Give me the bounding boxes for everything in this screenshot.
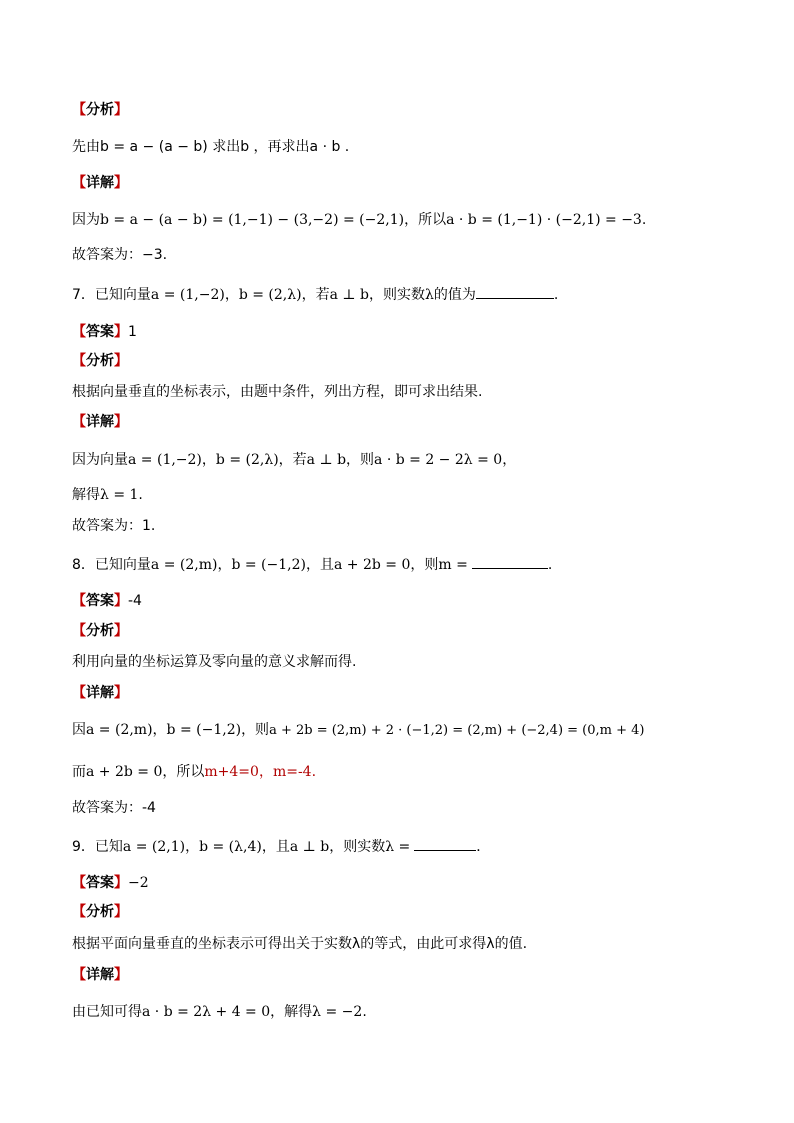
question-number: 9．已知 xyxy=(72,839,123,855)
q7-stem xyxy=(72,284,558,304)
math-expression: a = (2,m) xyxy=(86,722,153,738)
text-fragment: ． xyxy=(476,839,491,855)
math-expression: λ = 1 xyxy=(100,487,139,503)
math-expression: λ = −2 xyxy=(312,1004,363,1020)
q8-conclusion xyxy=(72,799,156,817)
question-number: 7．已知向量 xyxy=(72,287,151,303)
bracket-open: 【 xyxy=(72,685,86,701)
math-expression: b = (2,λ) xyxy=(215,452,279,468)
heading-label: 详解 xyxy=(86,175,114,191)
detail-heading xyxy=(72,966,128,984)
text-fragment: 因为向量 xyxy=(72,452,128,468)
bracket-open: 【 xyxy=(72,414,86,430)
math-expression: a + 2b = 0 xyxy=(86,764,163,780)
detail-heading xyxy=(72,174,128,192)
math-expression: λ xyxy=(424,287,434,303)
text-fragment: ， xyxy=(185,839,200,855)
text-fragment: ，且 xyxy=(305,557,334,573)
answer-line xyxy=(72,874,149,892)
heading-label: 分析 xyxy=(86,102,114,118)
math-expression: a = (2,1) xyxy=(122,839,186,855)
q9-stem xyxy=(72,836,490,856)
text-fragment: ，若 xyxy=(278,452,307,468)
analysis-heading xyxy=(72,352,128,370)
q7-detail-line xyxy=(72,451,516,469)
q8-stem xyxy=(72,554,552,574)
text-fragment: ，所以 xyxy=(162,764,205,780)
q8-detail-line xyxy=(72,721,645,740)
heading-label: 分析 xyxy=(86,904,114,920)
text-fragment: . xyxy=(362,1004,367,1020)
q7-solve-line xyxy=(72,486,143,504)
math-expression: b = (−1,2) xyxy=(166,722,242,738)
text-fragment: ，则 xyxy=(346,452,375,468)
bracket-open: 【 xyxy=(72,102,86,118)
analysis-text xyxy=(72,138,349,156)
analysis-text xyxy=(72,383,482,401)
text-fragment: 由已知可得 xyxy=(72,1004,142,1020)
answer-value: 1 xyxy=(128,324,137,340)
answer-value: -4 xyxy=(128,593,142,609)
q6-analysis-text: 先由b = a − (a − b) 求出b ，再求出a · b . xyxy=(72,139,350,155)
text-fragment: ，解得 xyxy=(270,1004,313,1020)
text-fragment: 而 xyxy=(72,764,86,780)
q6-conclusion xyxy=(72,246,167,264)
text-fragment: . xyxy=(553,287,559,303)
answer-blank[interactable] xyxy=(476,284,554,299)
heading-label: 详解 xyxy=(86,967,114,983)
text-fragment: . xyxy=(547,557,553,573)
bracket-close: 】 xyxy=(114,623,128,639)
bracket-close: 】 xyxy=(114,102,128,118)
math-expression: b = (2,λ) xyxy=(238,287,302,303)
text-fragment: . xyxy=(641,212,647,228)
math-expression: a = (1,−2) xyxy=(128,452,202,468)
bracket-open: 【 xyxy=(72,175,86,191)
heading-label: 分析 xyxy=(86,623,114,639)
q9-analysis-text: 根据平面向量垂直的坐标表示可得出关于实数λ的等式，由此可求得λ的值. xyxy=(72,936,528,952)
q8-analysis-text: 利用向量的坐标运算及零向量的意义求解而得. xyxy=(72,654,357,670)
answer-value: −2 xyxy=(128,875,149,891)
bracket-close: 】 xyxy=(114,967,128,983)
text-fragment: 因为 xyxy=(72,212,100,228)
math-expression: m = xyxy=(438,557,468,573)
answer-line xyxy=(72,323,137,341)
conclusion-text: 故答案为：-4 xyxy=(72,800,156,816)
text-fragment: ，则实数 xyxy=(329,839,386,855)
text-fragment: ， xyxy=(224,287,239,303)
bracket-open: 【 xyxy=(72,623,86,639)
heading-label: 详解 xyxy=(86,685,114,701)
math-expression: a + 2b = 0 xyxy=(333,557,411,573)
q7-conclusion xyxy=(72,517,155,535)
answer-line xyxy=(72,592,142,610)
bracket-close: 】 xyxy=(114,175,128,191)
question-number: 8．已知向量 xyxy=(72,557,151,573)
text-fragment: ， xyxy=(201,452,216,468)
bracket-close: 】 xyxy=(114,324,128,340)
math-expression: a = (2,m) xyxy=(150,557,218,573)
text-fragment: ，且 xyxy=(261,839,290,855)
text-fragment: ，若 xyxy=(301,287,330,303)
analysis-text xyxy=(72,653,356,671)
analysis-heading xyxy=(72,101,128,119)
math-expression: a · b = 2 − 2λ = 0 xyxy=(374,452,503,468)
text-fragment: 的值为 xyxy=(433,287,476,303)
answer-blank[interactable] xyxy=(472,554,548,569)
heading-label: 详解 xyxy=(86,414,114,430)
text-fragment: . xyxy=(138,487,143,503)
heading-label: 答案 xyxy=(86,593,114,609)
math-expression: a ⊥ b xyxy=(306,452,347,468)
q7-analysis-text: 根据向量垂直的坐标表示，由题中条件，列出方程，即可求出结果. xyxy=(72,384,483,400)
bracket-close: 】 xyxy=(114,904,128,920)
math-expression: a = (1,−2) xyxy=(150,287,225,303)
heading-label: 答案 xyxy=(86,324,114,340)
q6-detail-line xyxy=(72,211,646,229)
heading-label: 答案 xyxy=(86,875,114,891)
bracket-close: 】 xyxy=(114,685,128,701)
bracket-close: 】 xyxy=(114,353,128,369)
answer-blank[interactable] xyxy=(414,836,476,851)
math-expression: a · b = (1,−1) · (−2,1) = −3 xyxy=(446,212,642,228)
text-fragment: ，所以 xyxy=(404,212,447,228)
text-fragment: ， xyxy=(152,722,167,738)
text-fragment: ， xyxy=(502,452,517,468)
heading-label: 分析 xyxy=(86,353,114,369)
bracket-open: 【 xyxy=(72,875,86,891)
math-expression: a ⊥ b xyxy=(289,839,330,855)
analysis-heading xyxy=(72,903,128,921)
text-fragment: ，则实数 xyxy=(368,287,425,303)
bracket-close: 】 xyxy=(114,875,128,891)
bracket-open: 【 xyxy=(72,353,86,369)
text-fragment: ，则 xyxy=(241,722,270,738)
text-fragment: 解得 xyxy=(72,487,100,503)
analysis-heading xyxy=(72,622,128,640)
bracket-close: 】 xyxy=(114,593,128,609)
q9-detail-line xyxy=(72,1003,367,1021)
bracket-open: 【 xyxy=(72,904,86,920)
text-fragment: 因 xyxy=(72,722,86,738)
detail-heading xyxy=(72,413,128,431)
q8-detail-line-2 xyxy=(72,763,316,781)
math-expression: a · b = 2λ + 4 = 0 xyxy=(142,1004,271,1020)
text-fragment: ， xyxy=(217,557,232,573)
detail-heading xyxy=(72,684,128,702)
math-expression: b = (−1,2) xyxy=(231,557,306,573)
math-expression: λ = xyxy=(385,839,411,855)
analysis-text xyxy=(72,935,527,953)
bracket-open: 【 xyxy=(72,967,86,983)
bracket-open: 【 xyxy=(72,324,86,340)
conclusion-text: 故答案为：1. xyxy=(72,518,156,534)
text-fragment: ，则 xyxy=(410,557,439,573)
math-expression: b = (λ,4) xyxy=(199,839,262,855)
math-expression: b = a − (a − b) = (1,−1) − (3,−2) = (−2,1) xyxy=(100,212,405,228)
highlighted-result: m+4=0，m=-4. xyxy=(204,764,317,780)
bracket-open: 【 xyxy=(72,593,86,609)
bracket-close: 】 xyxy=(114,414,128,430)
math-expression: a ⊥ b xyxy=(329,287,369,303)
conclusion-text: 故答案为：−3. xyxy=(72,247,168,263)
math-expression: a + 2b = (2,m) + 2 · (−1,2) = (2,m) + (−2,4) = (0,m + 4) xyxy=(269,723,645,738)
